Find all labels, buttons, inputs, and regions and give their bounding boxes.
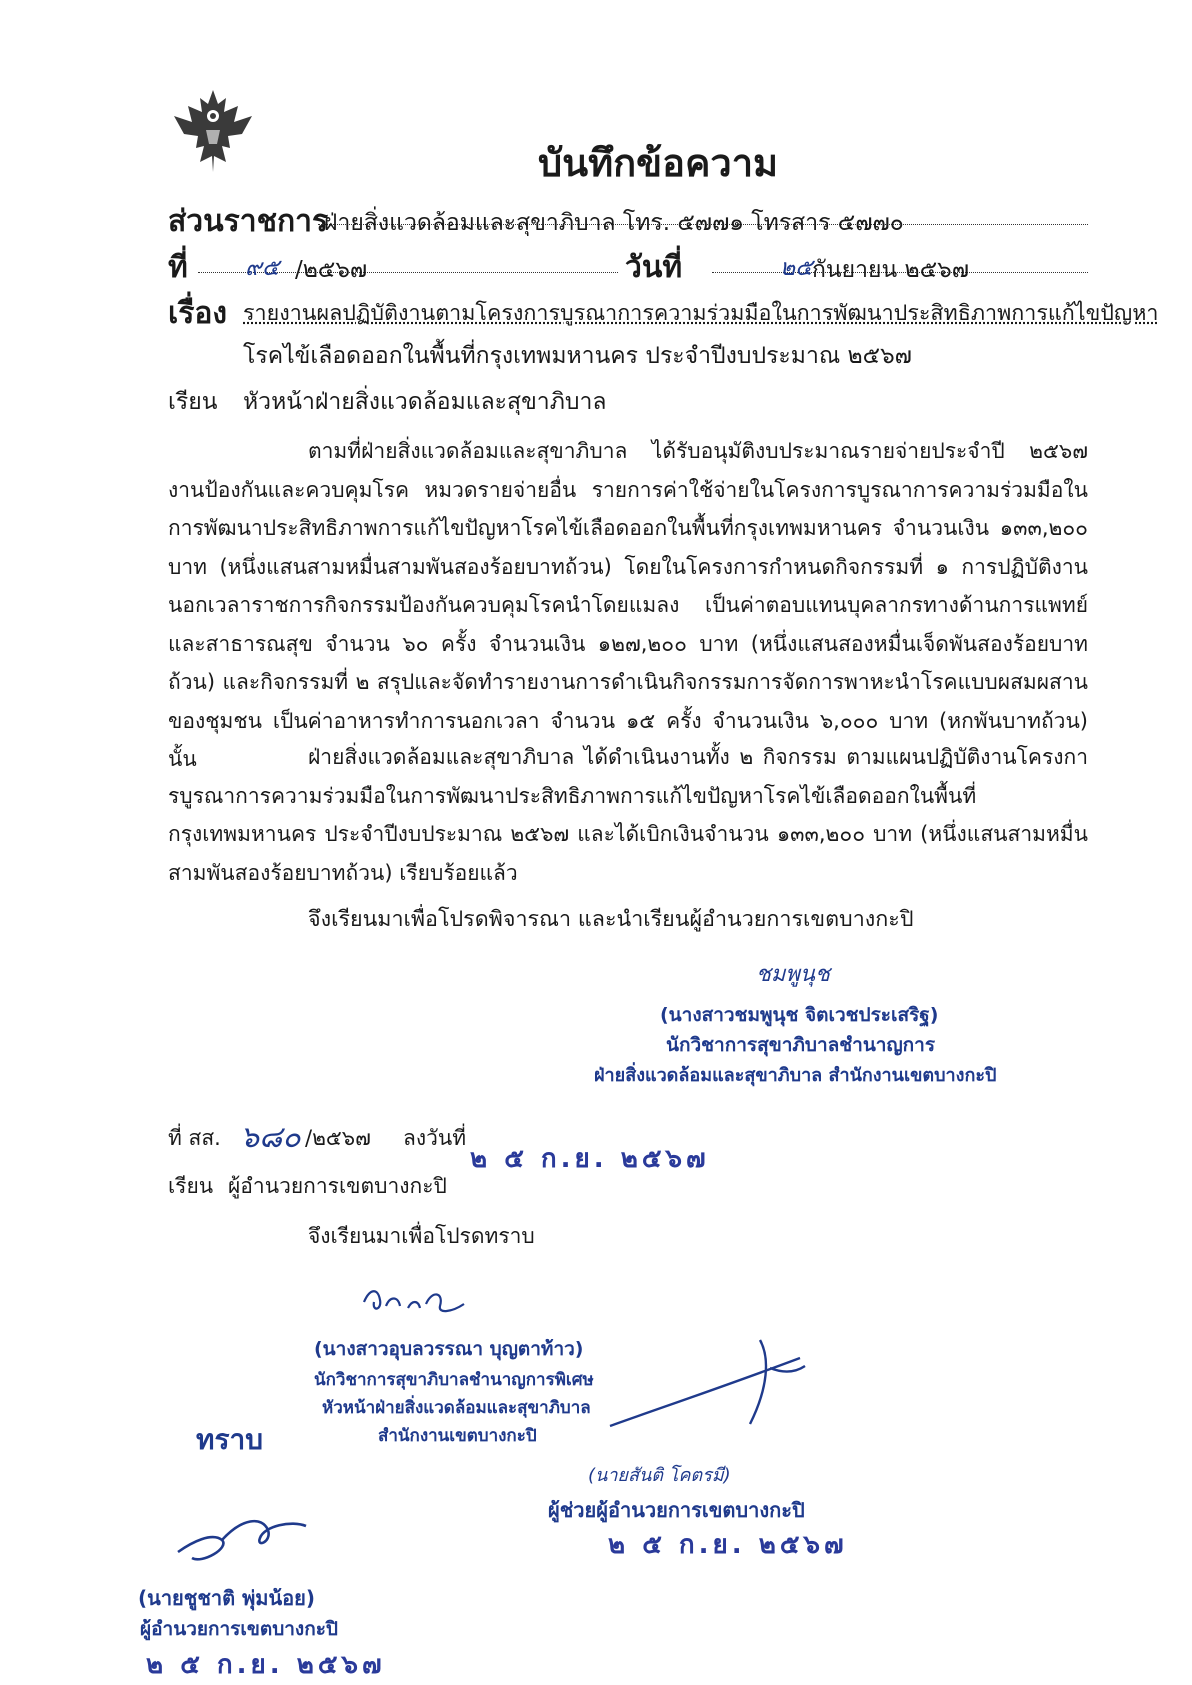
date-handwritten: ๒๕: [780, 255, 813, 281]
signer2-name: (นางสาวอุบลวรรณา บุญตาท้าว): [314, 1338, 584, 1360]
signature-1: ชมพูนุช: [756, 962, 830, 987]
number-label: ที่: [168, 250, 188, 285]
date-label: วันที่: [625, 250, 683, 285]
forward-ref-year: /๒๕๖๗: [305, 1126, 371, 1150]
forward-date-stamp: ๒ ๕ ก.ย. ๒๕๖๗: [470, 1144, 710, 1174]
memo-title: บันทึกข้อความ: [538, 141, 779, 185]
subject-line2: โรคไข้เลือดออกในพื้นที่กรุงเทพมหานคร ประจำปีงบประมาณ ๒๕๖๗: [243, 343, 912, 369]
forward-date-label: ลงวันที่: [403, 1126, 467, 1150]
agency-label: ส่วนราชการ: [168, 204, 329, 239]
garuda-emblem: [168, 86, 258, 176]
forward-to-value: ผู้อำนวยการเขตบางกะปิ: [228, 1174, 447, 1198]
signer2-position: นักวิชาการสุขาภิบาลชำนาญการพิเศษ: [314, 1370, 594, 1390]
subject-label: เรื่อง: [168, 296, 228, 331]
acknowledge-date-stamp: ๒ ๕ ก.ย. ๒๕๖๗: [146, 1650, 386, 1680]
signer3-date-stamp: ๒ ๕ ก.ย. ๒๕๖๗: [608, 1530, 848, 1560]
date-rest: กันยายน ๒๕๖๗: [812, 257, 970, 283]
signer3-name: (นายสันติ โคตรมี): [588, 1465, 731, 1486]
closing-text: จึงเรียนมาเพื่อโปรดพิจารณา และนำเรียนผู้อำนวยการเขตบางกะปิ: [308, 907, 914, 932]
signature-2: [360, 1282, 470, 1322]
number-year: /๒๕๖๗: [295, 257, 368, 283]
signer1-position: นักวิชาการสุขาภิบาลชำนาญการ: [666, 1034, 936, 1056]
acknowledge-position: ผู้อำนวยการเขตบางกะปิ: [140, 1618, 338, 1640]
body-paragraph-2: ฝ่ายสิ่งแวดล้อมและสุขาภิบาล ได้ดำเนินงานทั้ง ๒ กิจกรรม ตามแผนปฏิบัติงานโครงการบูรณาการความร่วมมือในการพัฒนาประสิทธิภาพการแก้ไขปัญหาโรคไข้เลือดออกในพื้นที่กรุงเทพมหานคร ประจำปีงบประมาณ ๒๕๖๗ และได้เบิกเงินจำนวน ๑๓๓,๒๐๐ บาท (หนึ่งแสนสามหมื่นสามพันสองร้อยบาทถ้วน) เรียบร้อยแล้ว: [168, 745, 1088, 885]
signature-3: [600, 1328, 810, 1438]
to-label: เรียน: [168, 389, 218, 415]
signature-4: [172, 1508, 312, 1568]
signer3-position: ผู้ช่วยผู้อำนวยการเขตบางกะปิ: [548, 1498, 805, 1522]
forward-ref-label: ที่ สส.: [168, 1126, 221, 1150]
signer2-unit-line2: สำนักงานเขตบางกะปิ: [378, 1426, 537, 1446]
signer2-unit-line1: หัวหน้าฝ่ายสิ่งแวดล้อมและสุขาภิบาล: [322, 1398, 591, 1418]
subject-line1: รายงานผลปฏิบัติงานตามโครงการบูรณาการความร่วมมือในการพัฒนาประสิทธิภาพการแก้ไขปัญหา: [243, 301, 1159, 326]
acknowledge-word: ทราบ: [196, 1423, 263, 1456]
forward-closing: จึงเรียนมาเพื่อโปรดทราบ: [308, 1224, 535, 1248]
forward-to-label: เรียน: [168, 1174, 214, 1198]
to-value: หัวหน้าฝ่ายสิ่งแวดล้อมและสุขาภิบาล: [243, 389, 607, 415]
signer1-unit: ฝ่ายสิ่งแวดล้อมและสุขาภิบาล สำนักงานเขตบางกะปิ: [594, 1065, 997, 1086]
forward-ref-handwritten: ๖๘๐: [240, 1120, 301, 1155]
number-handwritten: ๙๕: [245, 255, 280, 281]
agency-value: ฝ่ายสิ่งแวดล้อมและสุขาภิบาล โทร. ๕๗๗๑ โทรสาร ๕๗๗๐: [324, 210, 904, 236]
signer1-name: (นางสาวชมพูนุช จิตเวชประเสริฐ): [660, 1004, 939, 1026]
acknowledge-name: (นายชูชาติ พุ่มน้อย): [138, 1586, 316, 1610]
body-paragraph-1: ตามที่ฝ่ายสิ่งแวดล้อมและสุขาภิบาล ได้รับอนุมัติงบประมาณรายจ่ายประจำปี ๒๕๖๗ งานป้องกันและควบคุมโรค หมวดรายจ่ายอื่น รายการค่าใช้จ่ายในโครงการบูรณาการความร่วมมือในการพัฒนาประสิทธิภาพการแก้ไขปัญหาโรคไข้เลือดออกในพื้นที่กรุงเทพมหานคร จำนวนเงิน ๑๓๓,๒๐๐ บาท (หนึ่งแสนสามหมื่นสามพันสองร้อยบาทถ้วน) โดยในโครงการกำหนดกิจกรรมที่ ๑ การปฏิบัติงานนอกเวลาราชการกิจกรรมป้องกันควบคุมโรคนำโดยแมลง เป็นค่าตอบแทนบุคลากรทางด้านการแพทย์และสาธารณสุข จำนวน ๖๐ ครั้ง จำนวนเงิน ๑๒๗,๒๐๐ บาท (หนึ่งแสนสองหมื่นเจ็ดพันสองร้อยบาทถ้วน) และกิจกรรมที่ ๒ สรุปและจัดทำรายงานการดำเนินกิจกรรมการจัดการพาหะนำโรคแบบผสมผสานของชุมชน เป็นค่าอาหารทำการนอกเวลา จำนวน ๑๕ ครั้ง จำนวนเงิน ๖,๐๐๐ บาท (หกพันบาทถ้วน) นั้น: [168, 439, 1088, 771]
